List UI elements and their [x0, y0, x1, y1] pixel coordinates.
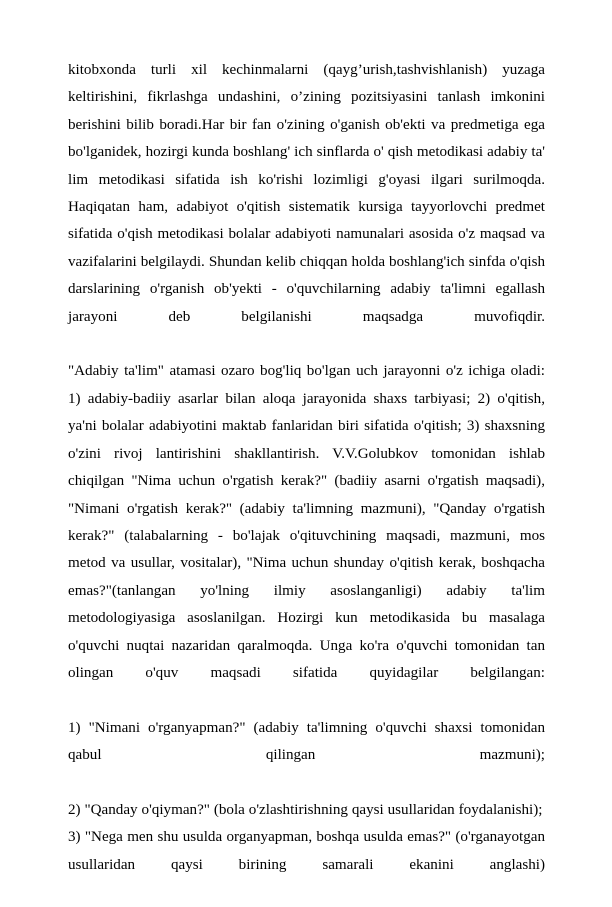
document-text-column	[68, 57, 545, 907]
paragraph-3: 1) "Nimani o'rganyapman?" (adabiy ta'limning o'quvchi shaxsi tomonidan qabul qilingan mazmuni);	[68, 719, 545, 764]
paragraph-2: "Adabiy ta'lim" atamasi ozaro bog'liq bo'lgan uch jarayonni o'z ichiga oladi: 1) adabiy-badiiy asarlar bilan aloqa jarayonida shaxs tarbiyasi; 2) o'qitish, ya'ni bolalar adabiyotini maktab fanlaridan biri sifatida o'qitish; 3) shaxsning o'zini rivoj lantirishini shakllantirish. V.V.Golubkov tomonidan ishlab chiqilgan "Nima uchun o'rgatish kerak?" (badiiy asarni o'rgatish maqsadi), "Nimani o'rgatish kerak?" (adabiy ta'limning mazmuni), "Qanday o'rgatish kerak?" (talabalarning - bo'lajak o'qituvchining maqsadi, mazmuni, mos metod va usullar, vositalar), "Nima uchun shunday o'qitish kerak, boshqacha emas?"(tanlangan yo'lning ilmiy asoslanganligi) adabiy ta'lim metodologiyasiga asoslanilgan. Hozirgi kun metodikasida bu masalaga o'quvchi nuqtai nazaridan qaralmoqda. Unga ko'ra o'quvchi tomonidan tan olingan o'quv maqsadi sifatida quyidagilar belgilangan:	[68, 363, 545, 681]
paragraph-5: 3) "Nega men shu usulda organyapman, boshqa usulda emas?" (o'rganayotgan usullaridan qaysi birining samarali ekanini anglashi)	[68, 829, 545, 873]
paragraph-4: 2) "Qanday o'qiyman?" (bola o'zlashtirishning qaysi usullaridan foydalanishi);	[68, 801, 543, 818]
paragraph-1: kitobxonda turli xil kechinmalarni (qayg’urish,tashvishlanish) yuzaga keltirishini, fikrlashga undashini, o’zining pozitsiyasini tanlash imkonini berishini bilib boradi.Har bir fan o'zining o'ganish ob'ekti va predmetiga ega bo'lganidek, hozirgi kunda boshlang' ich sinflarda o' qish metodikasi adabiy ta' lim metodikasi sifatida ish ko'rishi lozimligi g'oyasi ilgari surilmoqda. Haqiqatan ham, adabiyot o'qitish sistematik kursiga tayyorlovchi predmet sifatida o'qish metodikasi bolalar adabiyoti namunalari asosida o'z maqsad va vazifalarini belgilaydi. Shundan kelib chiqqan holda boshlang'ich sinfda o'qish darslarining o'rganish ob'yekti - o'quvchilarning adabiy ta'limni egallash jarayoni deb belgilanishi maqsadga muvofiqdir.	[68, 62, 545, 325]
